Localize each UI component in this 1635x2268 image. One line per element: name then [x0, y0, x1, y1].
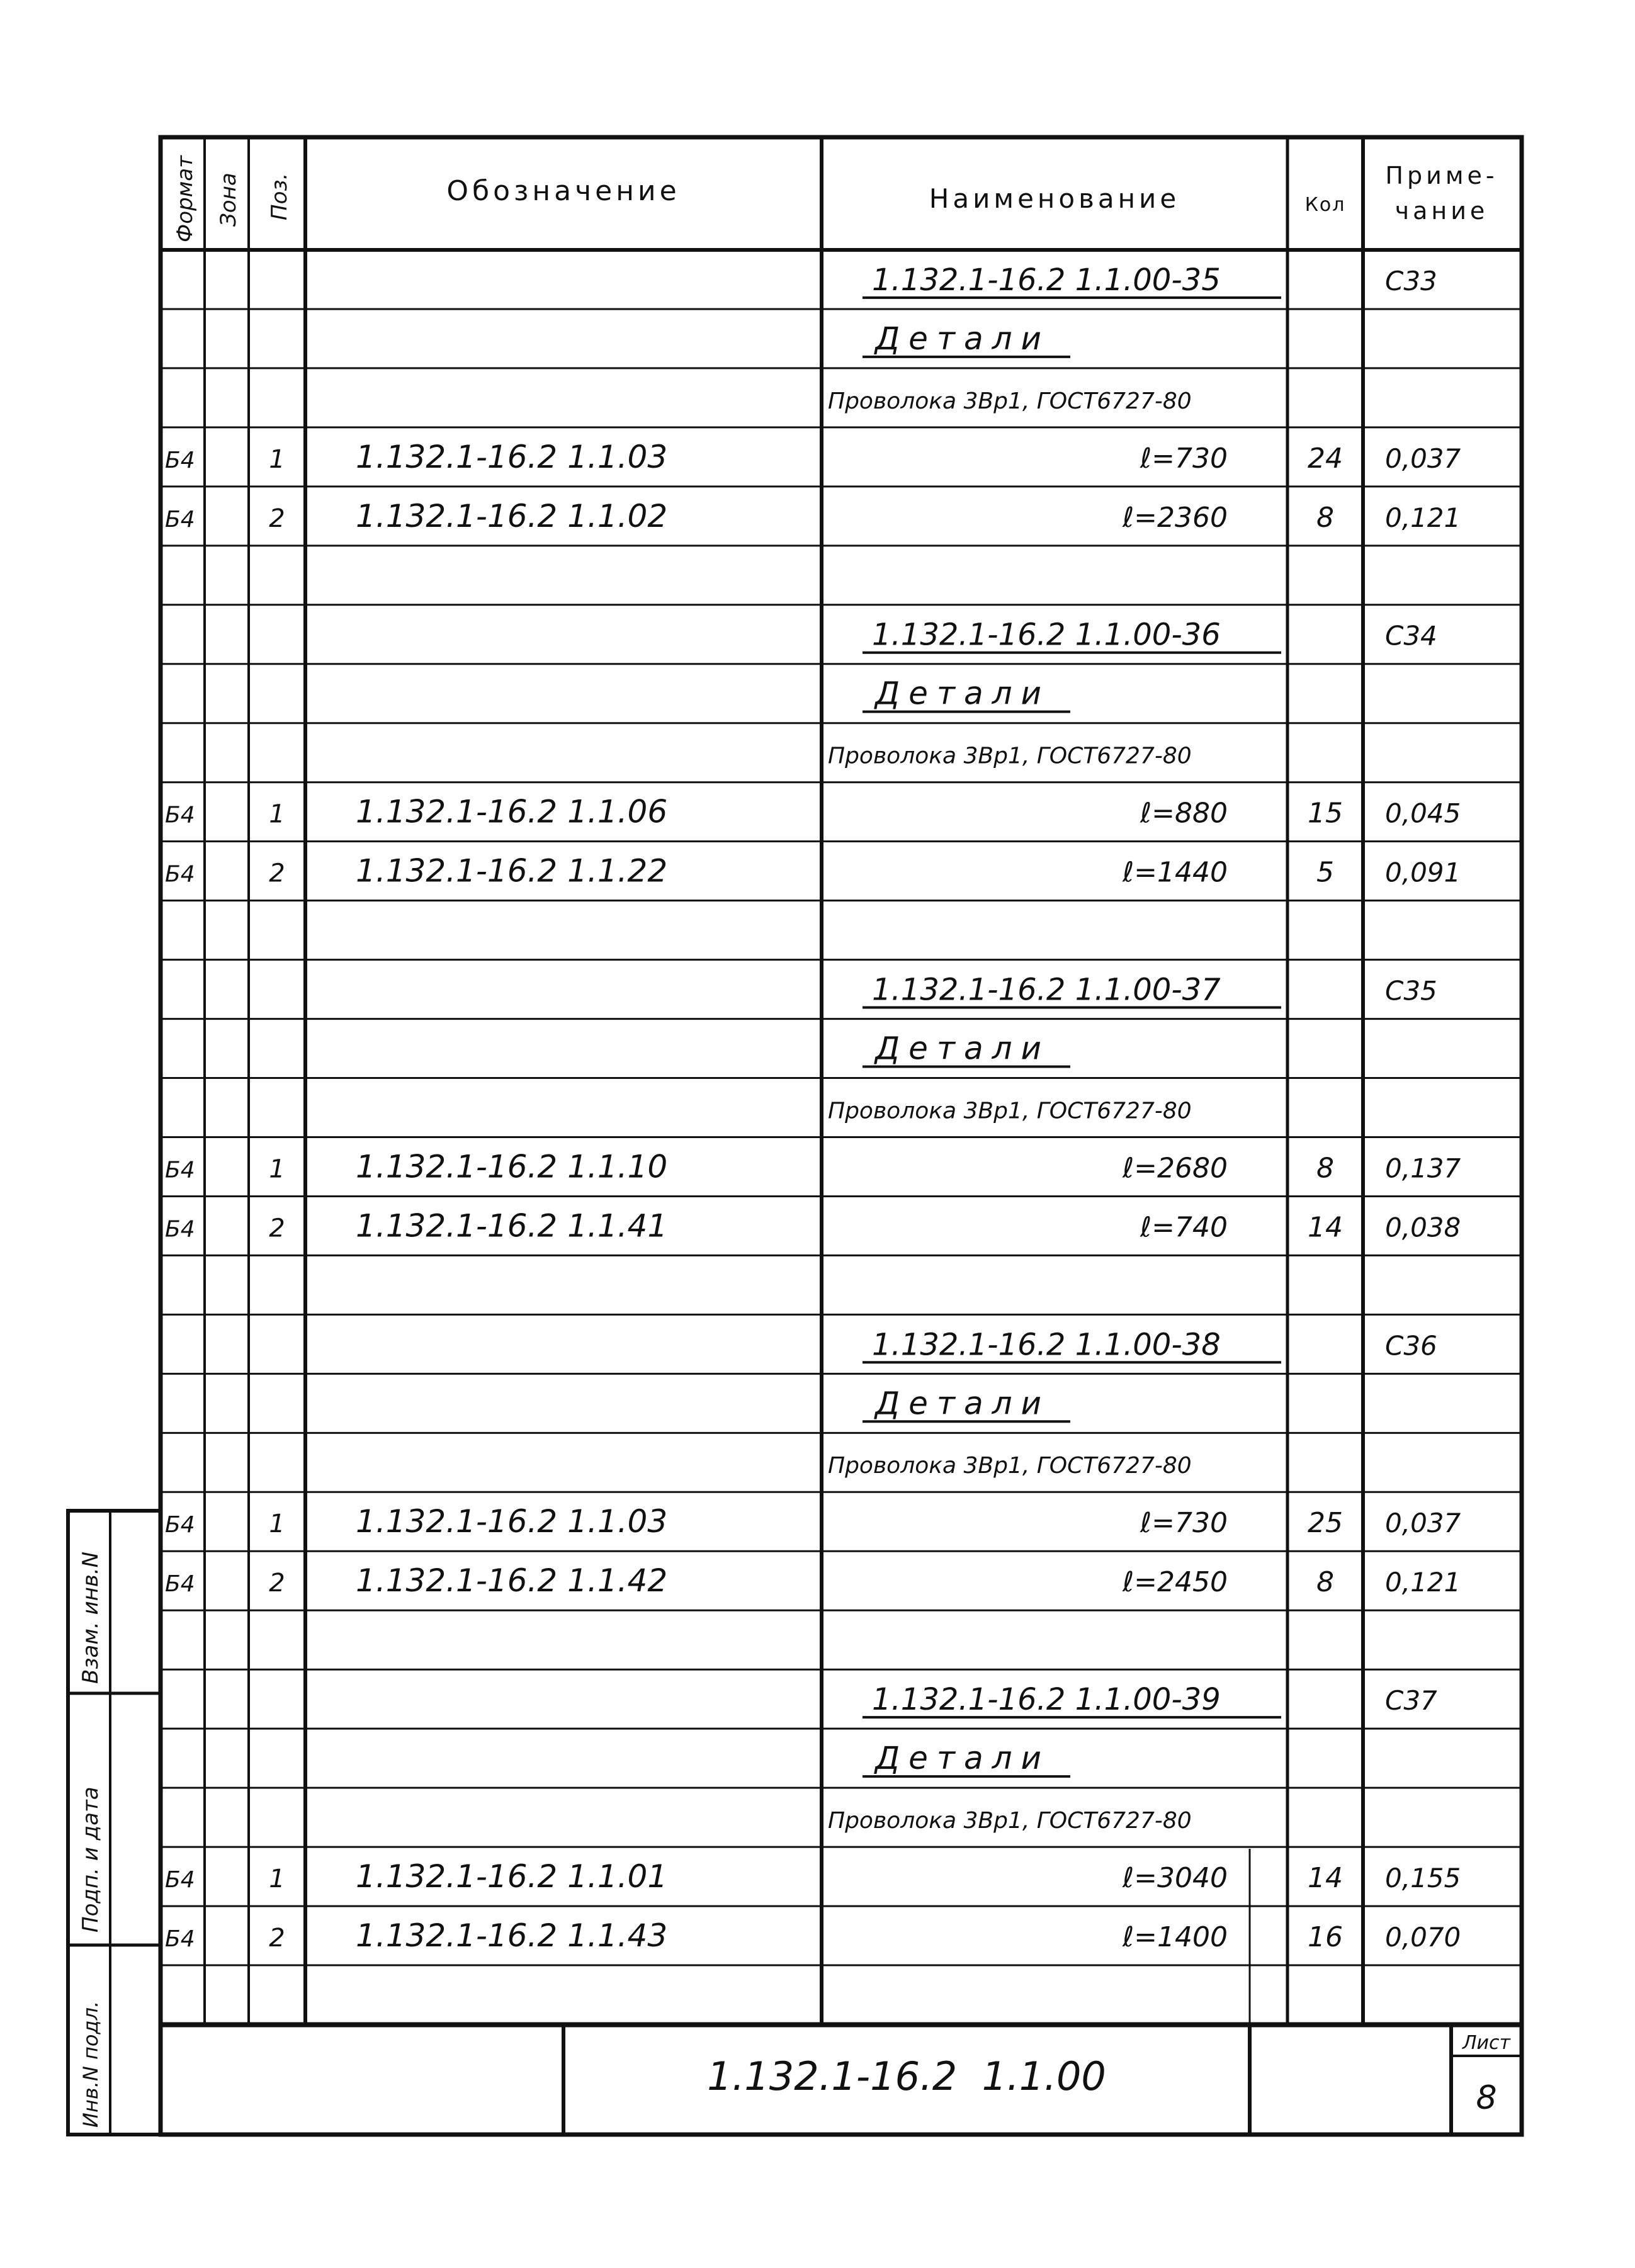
cell-length: ℓ=2450	[1122, 1566, 1228, 1599]
cell-designation: 1.132.1-16.2 1.1.41	[356, 1207, 668, 1244]
cell-length: ℓ=740	[1140, 1211, 1228, 1244]
header-note-2: чание	[1395, 197, 1489, 225]
cell-pos: 1	[269, 444, 285, 474]
table-row	[828, 743, 1192, 769]
stamp-vzam-inv: Взам. инв.N	[78, 1551, 103, 1684]
table-row	[828, 1098, 1192, 1124]
table-row	[165, 1148, 1461, 1185]
section-heading: Детали	[875, 320, 1051, 357]
table-row	[863, 320, 1070, 357]
assembly-code: 1.132.1-16.2 1.1.00-39	[872, 1682, 1221, 1718]
title-block	[161, 2024, 1522, 2135]
cell-pos: 2	[269, 1923, 285, 1953]
cell-format: Б4	[165, 1571, 195, 1598]
cell-note: 0,045	[1385, 798, 1461, 829]
cell-format: Б4	[165, 506, 195, 533]
cell-material: Проволока 3Вр1, ГОСТ6727-80	[828, 743, 1192, 769]
cell-qty: 8	[1316, 1152, 1334, 1185]
table-row	[863, 1682, 1437, 1717]
header-pos: Поз.	[267, 172, 292, 220]
table-row	[863, 1030, 1070, 1066]
cell-pos: 2	[269, 504, 285, 533]
cell-note: С33	[1385, 265, 1437, 296]
sheet-number: 8	[1476, 2079, 1497, 2117]
table-row	[863, 262, 1437, 298]
sheet-label: Лист	[1462, 2032, 1511, 2054]
cell-pos: 1	[269, 1864, 285, 1893]
section-heading: Детали	[875, 1030, 1051, 1067]
table-frame	[161, 137, 1522, 2025]
stamp-inv-podl: Инв.N подл.	[79, 2000, 103, 2128]
table-header	[173, 155, 1498, 242]
section-heading: Детали	[875, 1740, 1051, 1777]
assembly-code: 1.132.1-16.2 1.1.00-38	[872, 1327, 1221, 1363]
cell-note: С35	[1385, 975, 1437, 1007]
assembly-code: 1.132.1-16.2 1.1.00-37	[872, 972, 1221, 1008]
cell-length: ℓ=1400	[1122, 1921, 1228, 1953]
cell-format: Б4	[165, 1216, 195, 1243]
table-row	[863, 972, 1437, 1007]
cell-qty: 14	[1308, 1861, 1343, 1894]
cell-note: С34	[1385, 620, 1437, 652]
header-zone: Зона	[216, 172, 241, 227]
table-row	[165, 498, 1461, 534]
table-row	[863, 1327, 1437, 1362]
table-row	[165, 1562, 1461, 1599]
cell-note: 0,155	[1385, 1862, 1461, 1893]
cell-material: Проволока 3Вр1, ГОСТ6727-80	[828, 1808, 1192, 1834]
cell-designation: 1.132.1-16.2 1.1.02	[356, 497, 668, 534]
section-heading: Детали	[875, 675, 1051, 712]
cell-format: Б4	[165, 1157, 195, 1183]
section-heading: Детали	[875, 1385, 1051, 1422]
table-row	[863, 1740, 1070, 1776]
cell-designation: 1.132.1-16.2 1.1.43	[356, 1917, 668, 1954]
side-stamp	[68, 1511, 161, 2135]
cell-format: Б4	[165, 1512, 195, 1538]
cell-note: С37	[1385, 1685, 1437, 1717]
cell-length: ℓ=730	[1140, 1507, 1228, 1540]
cell-designation: 1.132.1-16.2 1.1.42	[356, 1562, 668, 1599]
table-body	[165, 262, 1461, 1954]
cell-note: 0,070	[1385, 1921, 1461, 1953]
table-row	[828, 1808, 1192, 1834]
cell-designation: 1.132.1-16.2 1.1.03	[356, 438, 668, 475]
header-designation: Обозначение	[446, 175, 681, 207]
cell-qty: 15	[1308, 797, 1343, 830]
cell-designation: 1.132.1-16.2 1.1.01	[356, 1858, 668, 1895]
cell-length: ℓ=880	[1140, 797, 1228, 830]
row-lines	[161, 309, 1522, 1965]
table-row	[165, 1207, 1461, 1244]
cell-format: Б4	[165, 1926, 195, 1952]
cell-designation: 1.132.1-16.2 1.1.22	[356, 852, 668, 889]
assembly-code: 1.132.1-16.2 1.1.00-35	[872, 262, 1221, 298]
table-row	[828, 1453, 1192, 1479]
cell-format: Б4	[165, 1866, 195, 1893]
cell-qty: 25	[1308, 1507, 1343, 1540]
cell-pos: 2	[269, 1214, 285, 1243]
cell-format: Б4	[165, 802, 195, 828]
cell-pos: 2	[269, 859, 285, 888]
cell-note: 0,037	[1385, 1508, 1461, 1539]
cell-qty: 8	[1316, 1566, 1334, 1599]
cell-pos: 1	[269, 1154, 285, 1184]
cell-designation: 1.132.1-16.2 1.1.06	[356, 793, 668, 830]
cell-pos: 1	[269, 799, 285, 829]
cell-qty: 5	[1316, 856, 1334, 889]
cell-length: ℓ=2680	[1122, 1152, 1228, 1185]
cell-length: ℓ=730	[1140, 442, 1228, 475]
cell-length: ℓ=1440	[1122, 856, 1228, 889]
table-row	[165, 853, 1461, 889]
cell-qty: 8	[1316, 501, 1334, 534]
cell-length: ℓ=3040	[1122, 1861, 1228, 1894]
cell-note: 0,137	[1385, 1153, 1461, 1184]
cell-qty: 14	[1308, 1211, 1343, 1244]
cell-material: Проволока 3Вр1, ГОСТ6727-80	[828, 388, 1192, 414]
table-row	[165, 1858, 1461, 1895]
cell-material: Проволока 3Вр1, ГОСТ6727-80	[828, 1453, 1192, 1479]
cell-designation: 1.132.1-16.2 1.1.03	[356, 1503, 668, 1540]
cell-qty: 16	[1308, 1921, 1343, 1953]
cell-qty: 24	[1308, 442, 1343, 475]
cell-note: 0,038	[1385, 1212, 1461, 1243]
cell-format: Б4	[165, 447, 195, 473]
header-format: Формат	[173, 155, 198, 242]
header-qty: Кол	[1304, 194, 1346, 216]
document-code: 1.132.1-16.2 1.1.00	[707, 2053, 1106, 2099]
table-row	[165, 439, 1461, 475]
cell-length: ℓ=2360	[1122, 501, 1228, 534]
assembly-code: 1.132.1-16.2 1.1.00-36	[872, 617, 1221, 653]
header-name: Наименование	[929, 183, 1180, 214]
cell-pos: 1	[269, 1509, 285, 1539]
cell-note: С36	[1385, 1330, 1437, 1362]
table-row	[165, 1503, 1461, 1540]
cell-pos: 2	[269, 1569, 285, 1598]
header-note-1: Приме-	[1385, 162, 1498, 189]
table-row	[863, 618, 1437, 653]
table-row	[828, 388, 1192, 414]
cell-material: Проволока 3Вр1, ГОСТ6727-80	[828, 1098, 1192, 1124]
stamp-podp-data: Подп. и дата	[78, 1786, 103, 1932]
cell-format: Б4	[165, 861, 195, 888]
table-row	[165, 1917, 1461, 1954]
cell-note: 0,121	[1385, 502, 1461, 533]
table-row	[863, 675, 1070, 712]
cell-note: 0,091	[1385, 857, 1461, 888]
cell-note: 0,121	[1385, 1567, 1461, 1598]
table-row	[863, 1385, 1070, 1421]
cell-designation: 1.132.1-16.2 1.1.10	[356, 1148, 668, 1185]
cell-note: 0,037	[1385, 443, 1461, 474]
table-row	[165, 794, 1461, 830]
